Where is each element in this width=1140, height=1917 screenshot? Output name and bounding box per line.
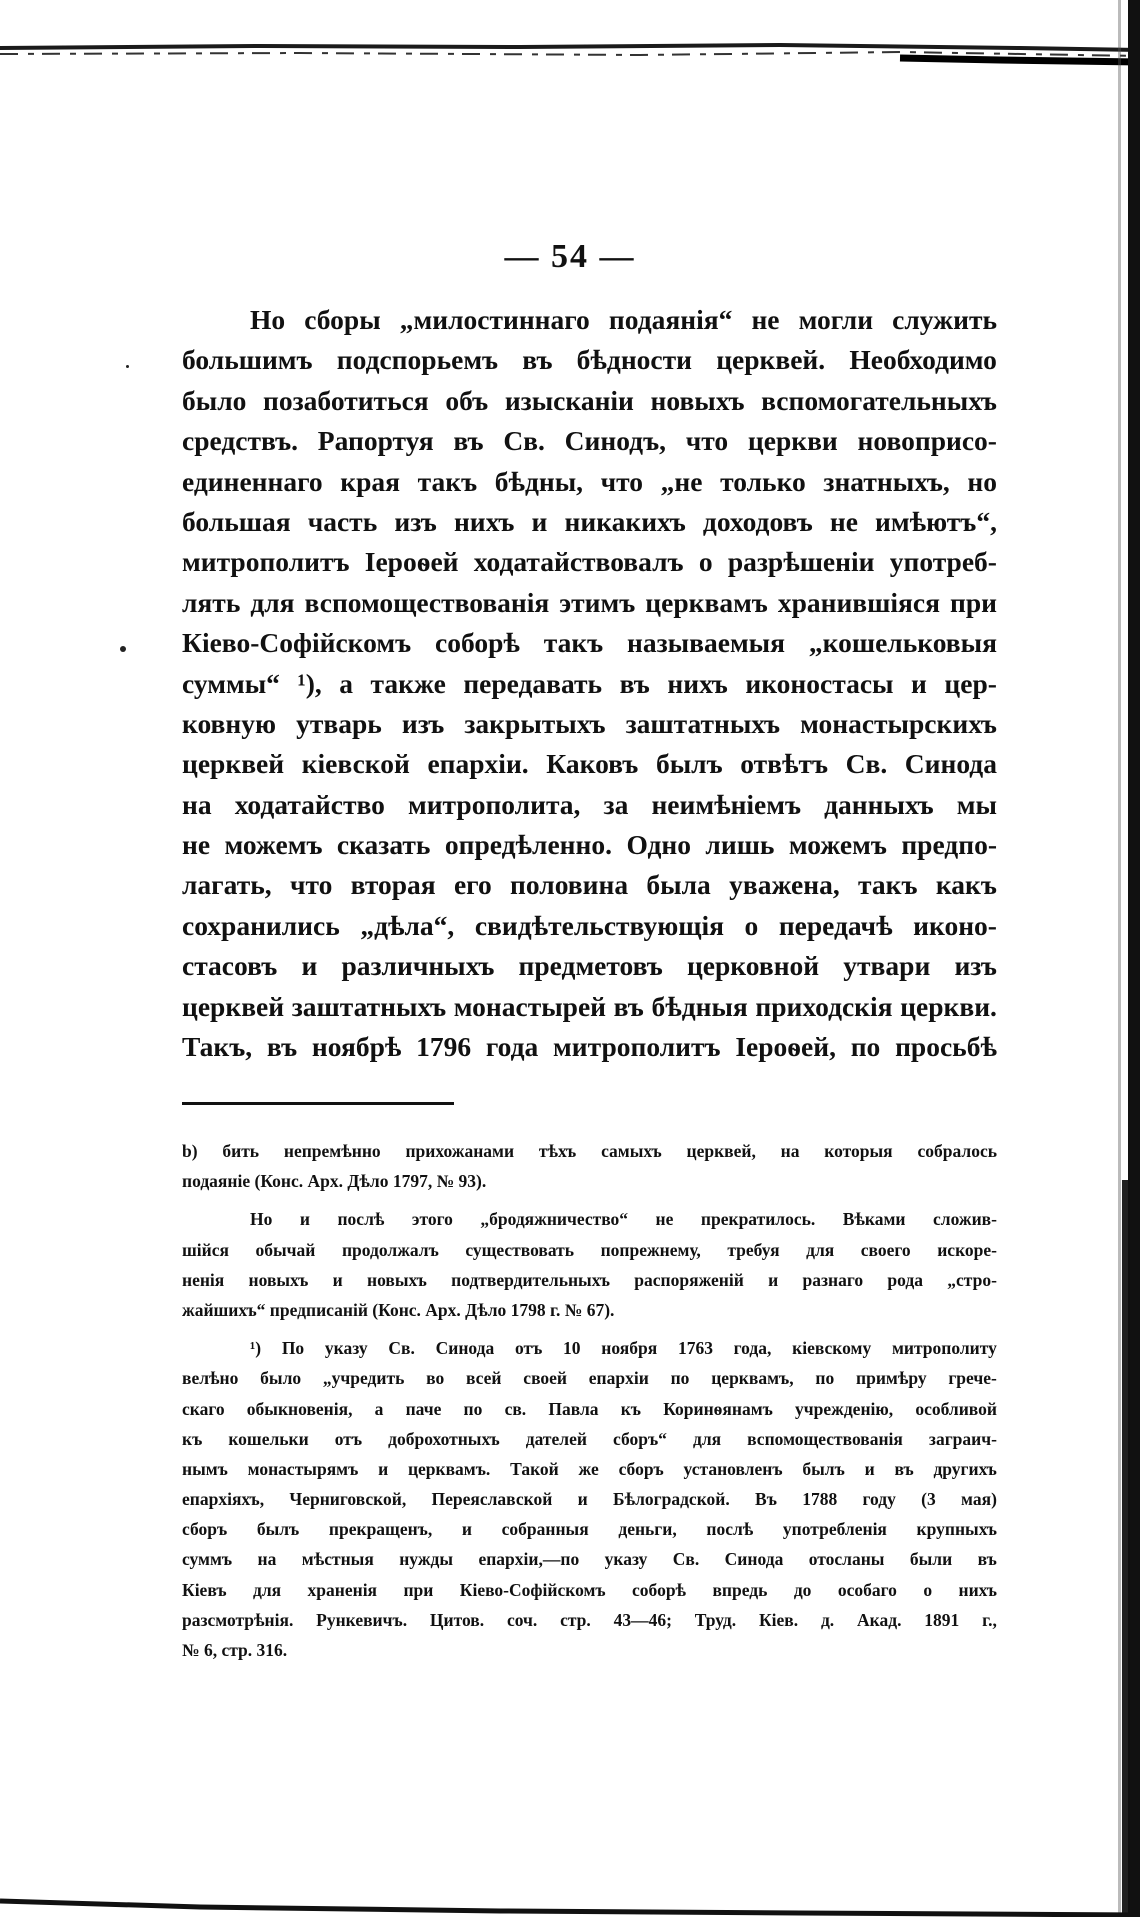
text-line: большимъ подспорьемъ въ бѣдности церквей. Необходимо	[182, 344, 997, 376]
text-line: сохранились „дѣла“, свидѣтельствующія о передачѣ иконо-	[182, 909, 997, 941]
scan-edge-bottom	[0, 1883, 1140, 1917]
footnotes	[182, 1136, 997, 1665]
text-line: Такъ, въ ноябрѣ 1796 года митрополитъ Іероѳей, по просьбѣ	[182, 1031, 997, 1063]
text-line: ковную утварь изъ закрытыхъ заштатныхъ монастырскихъ	[182, 707, 997, 739]
text-line: суммы“ ¹), а также передавать въ нихъ иконостасы и цер-	[182, 667, 997, 699]
text-line: митрополитъ Іероѳей ходатайствовалъ о разрѣшеніи употреб-	[182, 546, 997, 578]
footnote-divider	[182, 1102, 454, 1105]
footnote-line: № 6, стр. 316.	[182, 1640, 288, 1660]
footnote-line: шійся обычай продолжалъ существовать попрежнему, требуя для своего искоре-	[182, 1239, 997, 1260]
footnote-line: скаго обыкновенія, а паче по св. Павла къ Коринѳянамъ учрежденію, особливой	[182, 1398, 997, 1419]
footnote-line: епархіяхъ, Черниговской, Переяславской и Бѣлоградской. Въ 1788 году (3 мая)	[182, 1489, 997, 1510]
text-line: было позаботиться объ изысканіи новыхъ вспомогательныхъ	[182, 384, 997, 416]
footnote-line: ненія новыхъ и новыхъ подтвердительныхъ распоряженій и разнаго рода „стро-	[182, 1269, 997, 1290]
text-line: лагать, что вторая его половина была уважена, такъ какъ	[182, 869, 997, 901]
footnote-line: велѣно было „учредить во всей своей епархіи по церквамъ, по примѣру грече-	[182, 1368, 997, 1389]
text-line: единеннаго края такъ бѣдны, что „не только знатныхъ, но	[182, 465, 997, 497]
footnote-line: Кіевъ для храненія при Кіево-Софійскомъ соборѣ впредь до особаго о нихъ	[182, 1579, 997, 1600]
text-line: лять для вспомоществованія этимъ церквамъ хранившіяся при	[182, 586, 997, 618]
scan-edge-right	[1118, 0, 1140, 1917]
footnote-line: къ кошельки отъ доброхотныхъ дателей сборъ“ для вспомоществованія заграич-	[182, 1428, 997, 1449]
footnote-line: Но и послѣ этого „бродяжничество“ не прекратилось. Вѣками сложив-	[250, 1209, 997, 1230]
scan-edge-top	[0, 38, 1140, 66]
text-line: не можемъ сказать опредѣленно. Одно лишь можемъ предпо-	[182, 829, 997, 861]
footnote-line: разсмотрѣнія. Рункевичъ. Цитов. соч. стр. 43—46; Труд. Кіев. д. Акад. 1891 г.,	[182, 1609, 997, 1630]
text-line: большая часть изъ нихъ и никакихъ доходовъ не имѣютъ“,	[182, 505, 997, 537]
text-line: Но сборы „милостиннаго подаянія“ не могли служить	[250, 304, 997, 335]
footnote-line: подаяніе (Конс. Арх. Дѣло 1797, № 93).	[182, 1171, 487, 1192]
footnote-line: жайшихъ“ предписаній (Конс. Арх. Дѣло 1798 г. № 67).	[182, 1299, 615, 1320]
footnote-line: ¹) По указу Св. Синода отъ 10 ноября 1763 года, кіевскому митрополиту	[250, 1338, 997, 1359]
text-line: стасовъ и различныхъ предметовъ церковной утвари изъ	[182, 950, 997, 982]
footnote-line: сборъ былъ прекращенъ, и собранныя деньги, послѣ употребленія крупныхъ	[182, 1519, 997, 1540]
main-text-body	[182, 300, 997, 1067]
text-line: церквей кіевской епархіи. Каковъ былъ отвѣтъ Св. Синода	[182, 748, 997, 780]
margin-speck	[120, 646, 126, 652]
text-line: средствъ. Рапортуя въ Св. Синодъ, что церкви новоприсо-	[182, 425, 997, 457]
footnote-line: b) бить непремѣнно прихожанами тѣхъ самыхъ церквей, на которыя собралось	[182, 1141, 997, 1161]
text-line: церквей заштатныхъ монастырей въ бѣдныя приходскія церкви.	[182, 990, 997, 1022]
margin-speck	[126, 365, 129, 368]
text-line: на ходатайство митрополита, за неимѣніемъ данныхъ мы	[182, 788, 997, 820]
footnote-line: нымъ монастырямъ и церквамъ. Такой же сборъ установленъ былъ и въ другихъ	[182, 1458, 997, 1479]
footnote-line: суммъ на мѣстныя нужды епархіи,—по указу Св. Синода отосланы были въ	[182, 1549, 997, 1570]
page-number: — 54 —	[504, 238, 636, 275]
text-line: Кіево-Софійскомъ соборѣ такъ называемыя „кошельковыя	[182, 627, 997, 659]
